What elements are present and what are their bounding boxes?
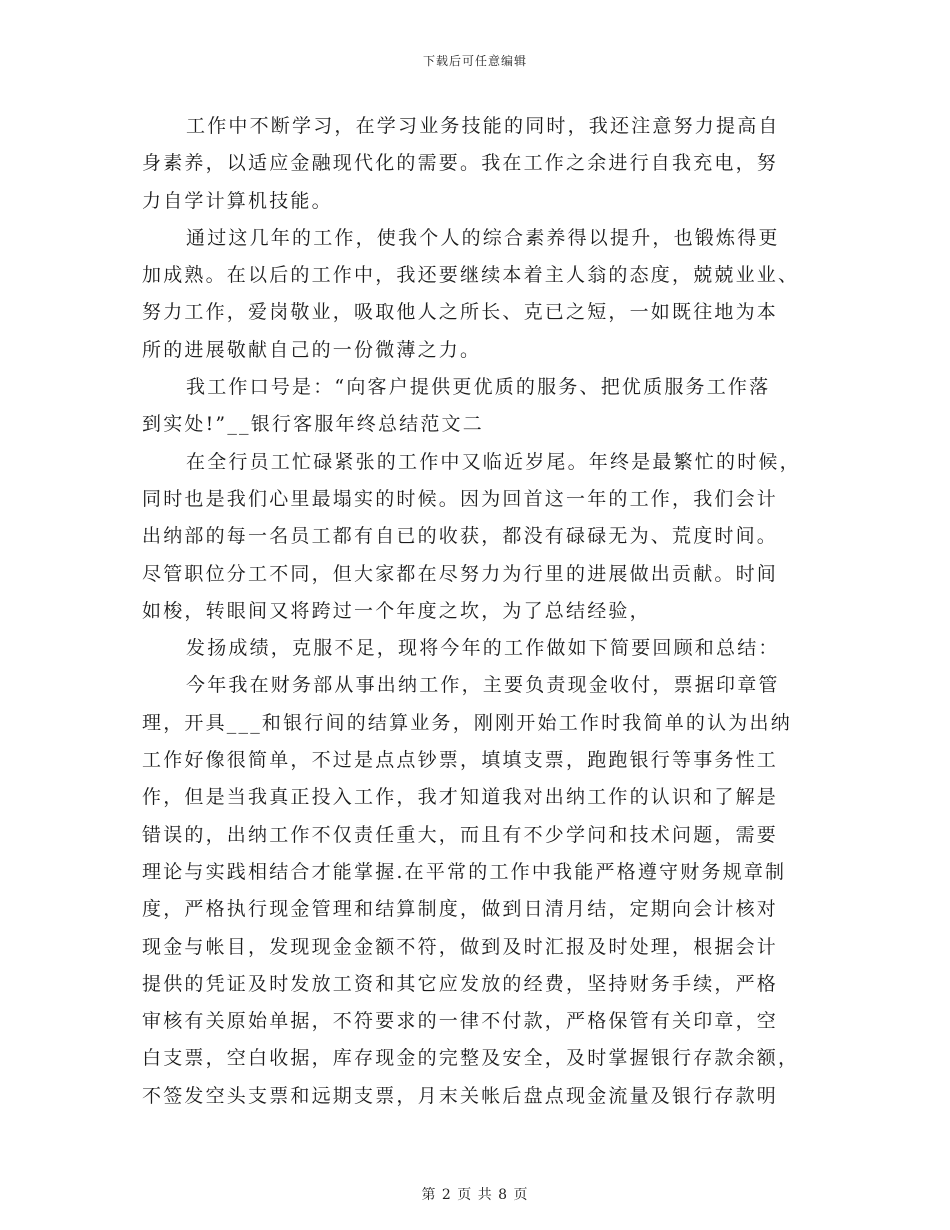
text-line: 发扬成绩，克服不足，现将今年的工作做如下简要回顾和总结： [186, 637, 780, 660]
text-line: 到实处!”__银行客服年终总结范文二 [142, 413, 484, 436]
text-line: 同时也是我们心里最塌实的时候。因为回首这一年的工作，我们会计 [142, 487, 779, 510]
text-line: 出纳部的每一名员工都有自已的收获，都没有碌碌无为、荒度时间。 [142, 525, 779, 548]
text-line: 工作中不断学习，在学习业务技能的同时，我还注意努力提高自 [186, 115, 780, 137]
text-line: 力自学计算机技能。 [142, 189, 333, 212]
text-line: 身素养，以适应金融现代化的需要。我在工作之余进行自我充电，努 [142, 152, 779, 175]
text-line: 错误的，出纳工作不仅责任重大，而且有不少学问和技术问题，需要 [142, 823, 779, 846]
text-line: 度，严格执行现金管理和结算制度，做到日清月结，定期向会计核对 [142, 898, 779, 921]
text-line: 理，开具___和银行间的结算业务，刚刚开始工作时我简单的认为出纳 [142, 711, 792, 734]
text-line: 工作好像很简单，不过是点点钞票，填填支票，跑跑银行等事务性工 [142, 749, 779, 772]
page-number: 第 2 页 共 8 页 [421, 1187, 529, 1203]
text-line: 提供的凭证及时发放工资和其它应发放的经费，坚持财务手续，严格 [142, 972, 779, 995]
text-line: 如梭，转眼间又将跨过一个年度之坎，为了总结经验， [142, 599, 651, 622]
text-line: 作，但是当我真正投入工作，我才知道我对出纳工作的认识和了解是 [142, 786, 779, 809]
text-line: 审核有关原始单据，不符要求的一律不付款，严格保管有关印章，空 [142, 1010, 779, 1033]
text-line: 理论与实践相结合才能掌握.在平常的工作中我能严格遵守财务规章制 [142, 860, 787, 883]
text-line: 在全行员工忙碌紧张的工作中又临近岁尾。年终是最繁忙的时候， [186, 450, 801, 473]
page-header-note: 下载后可任意编辑 [422, 54, 527, 68]
text-line: 白支票，空白收据，库存现金的完整及安全，及时掌握银行存款余额， [142, 1047, 800, 1070]
text-line: 加成熟。在以后的工作中，我还要继续本着主人翁的态度，兢兢业业、 [142, 264, 800, 287]
text-line: 所的进展敬献自己的一份微薄之力。 [142, 338, 482, 361]
document-body [142, 108, 810, 1115]
text-line: 今年我在财务部从事出纳工作，主要负责现金收付，票据印章管 [186, 674, 780, 697]
text-line: 尽管职位分工不同，但大家都在尽努力为行里的进展做出贡献。时间 [142, 562, 779, 585]
text-line: 不签发空头支票和远期支票，月末关帐后盘点现金流量及银行存款明 [142, 1084, 779, 1107]
text-line: 我工作口号是：“向客户提供更优质的服务、把优质服务工作落 [186, 376, 771, 399]
text-line: 现金与帐目，发现现金金额不符，做到及时汇报及时处理，根据会计 [142, 935, 779, 958]
text-line: 通过这几年的工作，使我个人的综合素养得以提升，也锻炼得更 [186, 226, 780, 249]
text-line: 努力工作，爱岗敬业，吸取他人之所长、克已之短，一如既往地为本 [142, 301, 779, 324]
